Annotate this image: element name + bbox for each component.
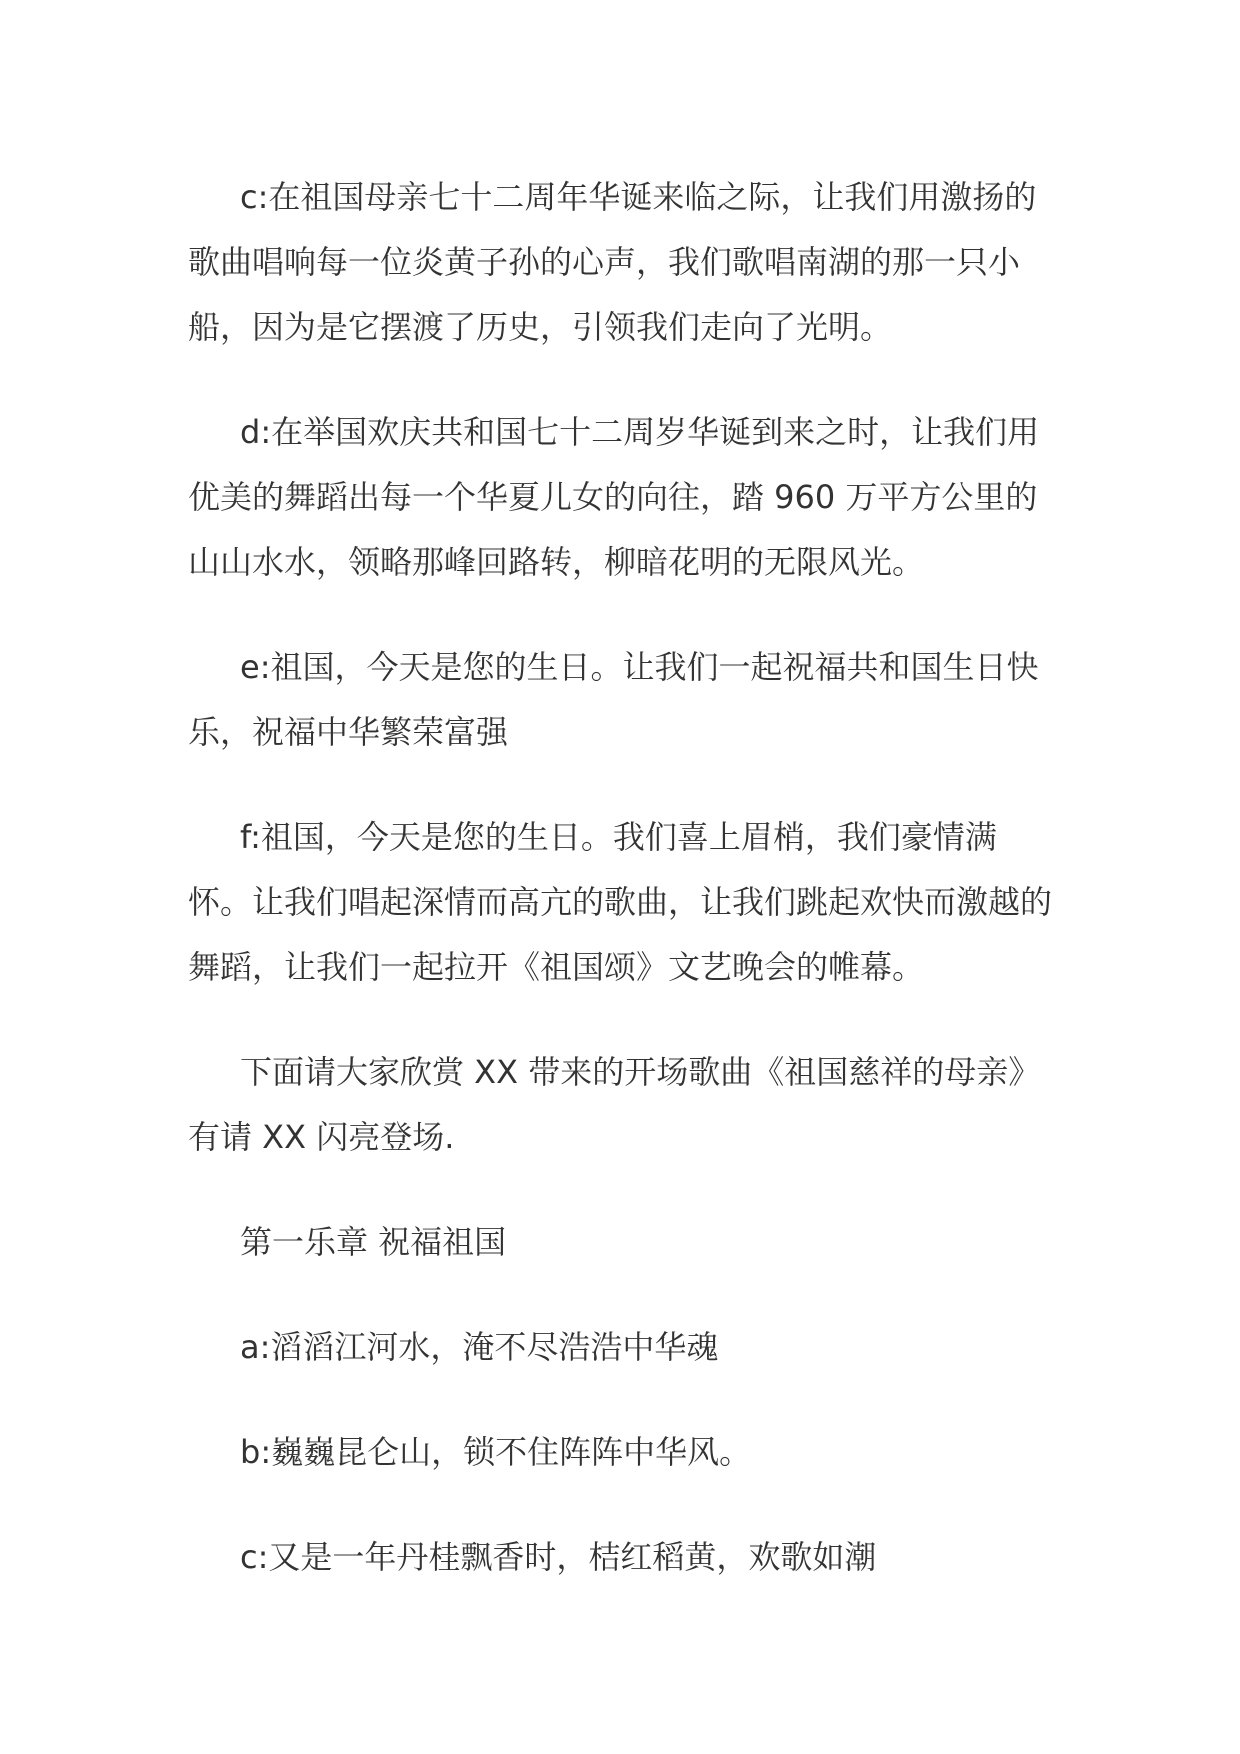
document-page [188, 165, 1052, 1630]
paragraph-b-line: b:巍巍昆仑山，锁不住阵阵中华风。 [240, 1433, 752, 1471]
paragraph-d-intro: d:在举国欢庆共和国七十二周岁华诞到来之时，让我们用优美的舞蹈出每一个华夏儿女的向往，踏 960 万平方公里的山山水水，领略那峰回路转，柳暗花明的无限风光。 [188, 413, 1040, 581]
paragraph-c-intro: c:在祖国母亲七十二周年华诞来临之际，让我们用激扬的歌曲唱响每一位炎黄子孙的心声，我们歌唱南湖的那一只小船，因为是它摆渡了历史，引领我们走向了光明。 [188, 178, 1037, 346]
paragraph-opening-song: 下面请大家欣赏 XX 带来的开场歌曲《祖国慈祥的母亲》有请 XX 闪亮登场. [188, 1053, 1041, 1156]
paragraph-a-line: a:滔滔江河水，淹不尽浩浩中华魂 [240, 1328, 719, 1366]
paragraph-e-intro: e:祖国，今天是您的生日。让我们一起祝福共和国生日快乐，祝福中华繁荣富强 [188, 648, 1039, 751]
section-heading: 第一乐章 祝福祖国 [240, 1223, 507, 1261]
paragraph-c-line: c:又是一年丹桂飘香时，桔红稻黄，欢歌如潮 [240, 1538, 877, 1576]
paragraph-f-intro: f:祖国，今天是您的生日。我们喜上眉梢，我们豪情满怀。让我们唱起深情而高亢的歌曲，让我们跳起欢快而激越的舞蹈，让我们一起拉开《祖国颂》文艺晚会的帷幕。 [188, 818, 1053, 986]
